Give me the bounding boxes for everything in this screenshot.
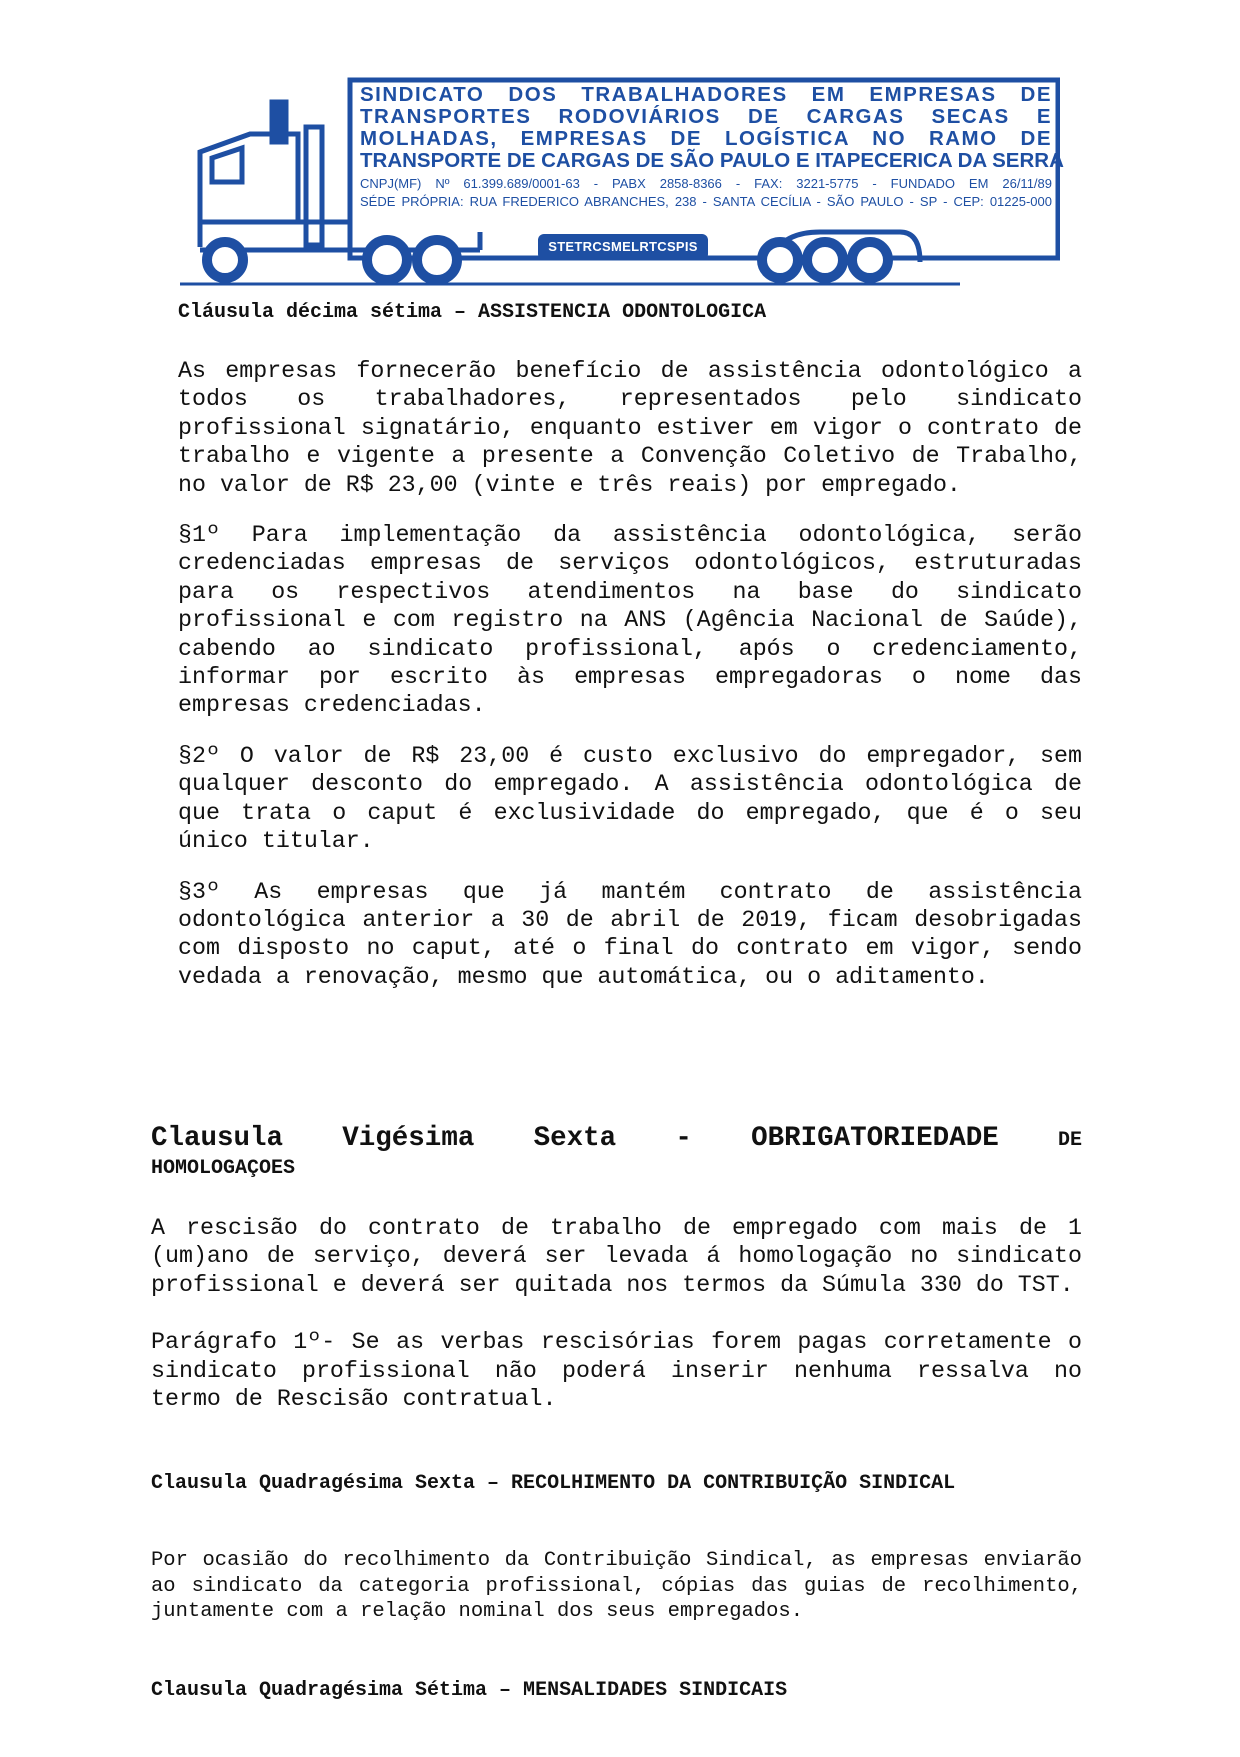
letterhead-text bbox=[350, 80, 1064, 250]
clause-46-paragraph-1: Por ocasião do recolhimento da Contribuição Sindical, as empresas enviarão ao sindicato da categoria profissional, cópias das guias de recolhimento, juntamente com a relação nominal dos seus empregados. bbox=[151, 1549, 1082, 1624]
clause-26-title-word-1: Clausula bbox=[151, 1123, 284, 1154]
clause-26-title-word-2: Vigésima bbox=[342, 1123, 475, 1154]
clause-26-title bbox=[151, 1123, 1082, 1181]
clause-26-paragraph-1: A rescisão do contrato de trabalho de empregado com mais de 1 (um)ano de serviço, deverá ser levada á homologação no sindicato profissional e deverá ser quitada nos termos da Súmula 330 do TST. bbox=[151, 1215, 1082, 1298]
clause-17-paragraph-4: §3º As empresas que já mantém contrato de assistência odontológica anterior a 30 de abril de 2019, ficam desobrigadas com disposto no caput, até o final do contrato em vigor, sendo vedada a renovação, mesmo que automática, ou o aditamento. bbox=[178, 878, 1082, 990]
clause-46-title: Clausula Quadragésima Sexta – RECOLHIMENTO DA CONTRIBUIÇÃO SINDICAL bbox=[151, 1472, 956, 1495]
clause-26-title-word-3: Sexta bbox=[533, 1123, 617, 1154]
clause-47-title: Clausula Quadragésima Sétima – MENSALIDADES SINDICAIS bbox=[151, 1679, 788, 1702]
letterhead-line-4: TRANSPORTE DE CARGAS DE SÃO PAULO E ITAPECERICA DA SERRA bbox=[360, 149, 1064, 172]
letterhead-line-6: SÉDE PRÓPRIA: RUA FREDERICO ABRANCHES, 238 - SANTA CECÍLIA - SÃO PAULO - SP - CEP: 01225-000 bbox=[360, 194, 1052, 209]
clause-26-title-line-2: HOMOLOGAÇOES bbox=[151, 1157, 296, 1180]
clause-46 bbox=[151, 1472, 1082, 1496]
clause-26-title-word-4: - bbox=[675, 1123, 692, 1154]
letterhead-code-badge: STETRCSMELRTCSPIS bbox=[538, 234, 708, 260]
letterhead bbox=[180, 72, 1064, 294]
clause-17-body bbox=[178, 357, 1082, 991]
letterhead-line-1: SINDICATO DOS TRABALHADORES EM EMPRESAS DE bbox=[360, 83, 1052, 106]
letterhead-line-2: TRANSPORTES RODOVIÁRIOS DE CARGAS SECAS E bbox=[360, 105, 1052, 128]
letterhead-line-5: CNPJ(MF) Nº 61.399.689/0001-63 - PABX 2858-8366 - FAX: 3221-5775 - FUNDADO EM 26/11/89 bbox=[360, 176, 1052, 191]
clause-26-title-word-6: DE bbox=[1057, 1129, 1082, 1152]
clause-26-body bbox=[151, 1214, 1082, 1413]
letterhead-line-3: MOLHADAS, EMPRESAS DE LOGÍSTICA NO RAMO DE bbox=[360, 127, 1052, 150]
clause-47 bbox=[151, 1679, 1082, 1703]
clause-26-title-word-5: OBRIGATORIEDADE bbox=[751, 1123, 999, 1154]
clause-46-body bbox=[151, 1548, 1082, 1625]
clause-17-paragraph-1: As empresas fornecerão benefício de assistência odontológico a todos os trabalhadores, representados pelo sindicato profissional signatário, enquanto estiver em vigor o contrato de trabalho e vigente a presente a Convenção Coletivo de Trabalho, no valor de R$ 23,00 (vinte e três reais) por empregado. bbox=[178, 358, 1082, 498]
clause-17-paragraph-2: §1º Para implementação da assistência odontológica, serão credenciadas empresas de serviços odontológicos, estruturadas para os respectivos atendimentos na base do sindicato profissional e com registro na ANS (Agência Nacional de Saúde), cabendo ao sindicato profissional, após o credenciamento, informar por escrito às empresas empregadoras o nome das empresas credenciadas. bbox=[178, 522, 1082, 719]
clause-17-paragraph-3: §2º O valor de R$ 23,00 é custo exclusivo do empregador, sem qualquer desconto do empregado. A assistência odontológica de que trata o caput é exclusividade do empregado, que é o seu único titular. bbox=[178, 742, 1082, 855]
clause-17-title: Cláusula décima sétima – ASSISTENCIA ODONTOLOGICA bbox=[178, 301, 767, 324]
clause-17 bbox=[178, 301, 1078, 325]
clause-26-paragraph-2: Parágrafo 1º- Se as verbas rescisórias forem pagas corretamente o sindicato profissional não poderá inserir nenhuma ressalva no termo de Rescisão contratual. bbox=[151, 1329, 1082, 1413]
